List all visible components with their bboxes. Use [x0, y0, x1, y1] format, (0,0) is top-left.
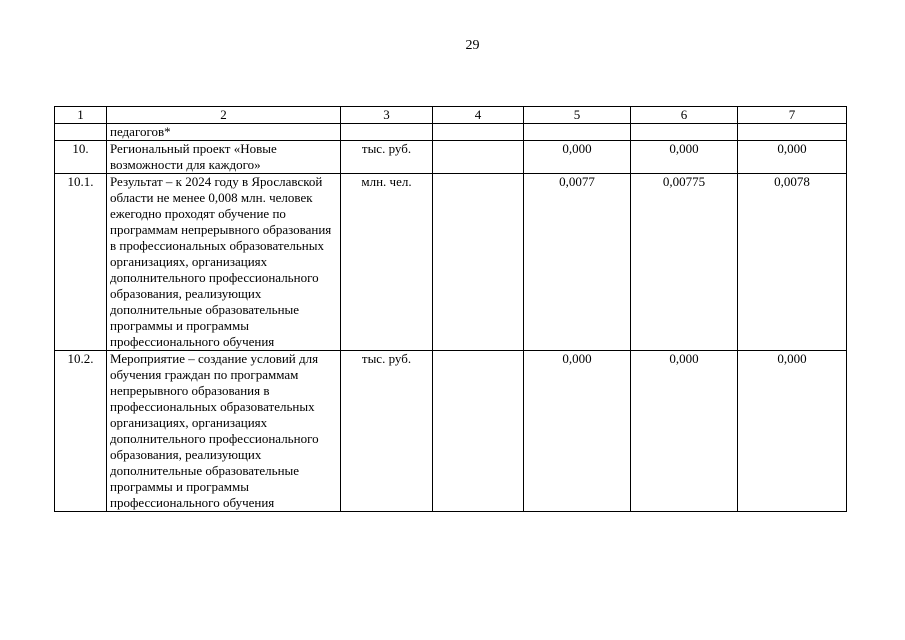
column-header: 3	[341, 107, 433, 124]
row-name: педагогов*	[107, 124, 341, 141]
column-header: 1	[55, 107, 107, 124]
column-header: 2	[107, 107, 341, 124]
table-header-row	[55, 107, 847, 124]
row-unit: млн. чел.	[341, 174, 433, 351]
table-row	[55, 124, 847, 141]
row-col7	[738, 124, 847, 141]
row-col6	[631, 124, 738, 141]
row-col5: 0,000	[524, 141, 631, 174]
data-table	[54, 106, 847, 512]
page-number: 29	[465, 38, 480, 53]
table-row	[55, 351, 847, 512]
row-number: 10.	[55, 141, 107, 174]
column-header: 7	[738, 107, 847, 124]
row-col6: 0,000	[631, 351, 738, 512]
table-row	[55, 141, 847, 174]
row-unit	[341, 124, 433, 141]
row-name: Региональный проект «Новые возможности для каждого»	[107, 141, 341, 174]
row-name: Результат – к 2024 году в Ярославской области не менее 0,008 млн. человек ежегодно проходят обучение по программам непрерывного образования в профессиональных образовательных организациях, организациях дополнительного профессионального образования, реализующих дополнительные образовательные программы и программы профессионального обучения	[107, 174, 341, 351]
row-col4	[433, 141, 524, 174]
row-number	[55, 124, 107, 141]
row-col7: 0,0078	[738, 174, 847, 351]
row-col6: 0,000	[631, 141, 738, 174]
column-header: 4	[433, 107, 524, 124]
row-col7: 0,000	[738, 351, 847, 512]
column-header: 5	[524, 107, 631, 124]
row-col6: 0,00775	[631, 174, 738, 351]
row-col4	[433, 124, 524, 141]
row-col7: 0,000	[738, 141, 847, 174]
column-header: 6	[631, 107, 738, 124]
row-col4	[433, 351, 524, 512]
row-number: 10.2.	[55, 351, 107, 512]
table-row	[55, 174, 847, 351]
row-col5	[524, 124, 631, 141]
row-col4	[433, 174, 524, 351]
row-unit: тыс. руб.	[341, 141, 433, 174]
row-name: Мероприятие – создание условий для обучения граждан по программам непрерывного образования в профессиональных образовательных организациях, организациях дополнительного профессионального образования, реализующих дополнительные образовательные программы и программы профессионального обучения	[107, 351, 341, 512]
row-col5: 0,000	[524, 351, 631, 512]
row-col5: 0,0077	[524, 174, 631, 351]
row-unit: тыс. руб.	[341, 351, 433, 512]
row-number: 10.1.	[55, 174, 107, 351]
